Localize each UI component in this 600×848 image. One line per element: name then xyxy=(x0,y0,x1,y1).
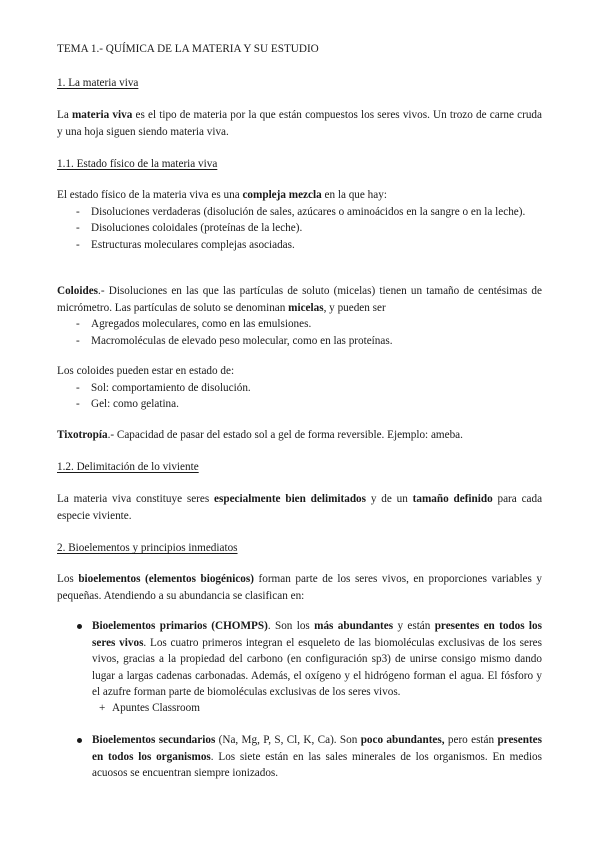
bullet-icon xyxy=(77,738,82,743)
list-item-primarios: Bioelementos primarios (CHOMPS). Son los más abundantes y están presentes en todos los seres vivos. Los cuatro primeros integran el esqueleto de las biomoléculas exclusivas de los seres vivos, gracias a la propiedad del carbono (en configuración sp3) de unirse consigo mismo dando lugar a largas cadenas carbonadas. Además, el oxígeno y el hidrógeno forman el agua. El fósforo y el azufre forman parte de biomoléculas exclusivas de los seres vivos. xyxy=(57,618,542,701)
primarios-sublist xyxy=(57,700,542,717)
list-item-secundarios: Bioelementos secundarios (Na, Mg, P, S, Cl, K, Ca). Son poco abundantes, pero están presentes en todos los organismos. Los siete están en las sales minerales de los organismos. En medios acuosos se encuentran siempre ionizados. xyxy=(57,732,542,782)
section-heading-2: 2. Bioelementos y principios inmediatos xyxy=(57,542,238,554)
document-title: TEMA 1.- QUÍMICA DE LA MATERIA Y SU ESTUDIO xyxy=(57,43,319,55)
estado-fisico-block xyxy=(57,187,542,253)
list-item: - Sol: comportamiento de disolución. xyxy=(57,380,542,397)
list-item: - Agregados moleculares, como en las emulsiones. xyxy=(57,316,542,333)
bullet-icon xyxy=(77,624,82,629)
paragraph-bioelementos: Los bioelementos (elementos biogénicos) forman parte de los seres vivos, en proporciones variables y pequeñas. Atendiendo a su abundancia se clasifican en: xyxy=(57,573,543,602)
sublist-item: + Apuntes Classroom xyxy=(57,700,542,717)
coloides-list xyxy=(57,316,542,349)
list-item: - Estructuras moleculares complejas asociadas. xyxy=(57,237,542,254)
coloides-definition: Coloides.- Disoluciones en las que las partículas de soluto (micelas) tienen un tamaño de centésimas de micrómetro. Las partículas de soluto se denominan micelas, y pueden ser xyxy=(57,285,542,314)
section-heading-1-2: 1.2. Delimitación de lo viviente xyxy=(57,461,199,473)
estado-list xyxy=(57,380,542,413)
list-item: - Macromoléculas de elevado peso molecular, como en las proteínas. xyxy=(57,333,542,350)
list-item: - Gel: como gelatina. xyxy=(57,396,542,413)
mezcla-list xyxy=(57,204,542,254)
coloides-block xyxy=(57,283,542,349)
estado-coloides-block xyxy=(57,363,542,413)
list-item: - Disoluciones coloidales (proteínas de la leche). xyxy=(57,220,542,237)
paragraph-delimitacion: La materia viva constituye seres especialmente bien delimitados y de un tamaño definido para cada especie viviente. xyxy=(57,493,543,522)
estado-fisico-intro: El estado físico de la materia viva es una compleja mezcla en la que hay: xyxy=(57,189,387,201)
list-item: - Disoluciones verdaderas (disolución de sales, azúcares o aminoácidos en la sangre o en la leche). xyxy=(57,204,542,221)
bioelementos-primarios-list xyxy=(57,618,542,701)
tixotropia-definition: Tixotropía.- Capacidad de pasar del estado sol a gel de forma reversible. Ejemplo: ameba. xyxy=(57,429,463,441)
section-heading-1-1: 1.1. Estado físico de la materia viva xyxy=(57,158,218,170)
paragraph-materia-viva: La materia viva es el tipo de materia por la que están compuestos los seres vivos. Un trozo de carne cruda y una hoja siguen siendo materia viva. xyxy=(57,109,542,138)
estado-coloides-intro: Los coloides pueden estar en estado de: xyxy=(57,365,235,377)
bioelementos-secundarios-list xyxy=(57,732,542,782)
section-heading-1: 1. La materia viva xyxy=(57,77,139,89)
